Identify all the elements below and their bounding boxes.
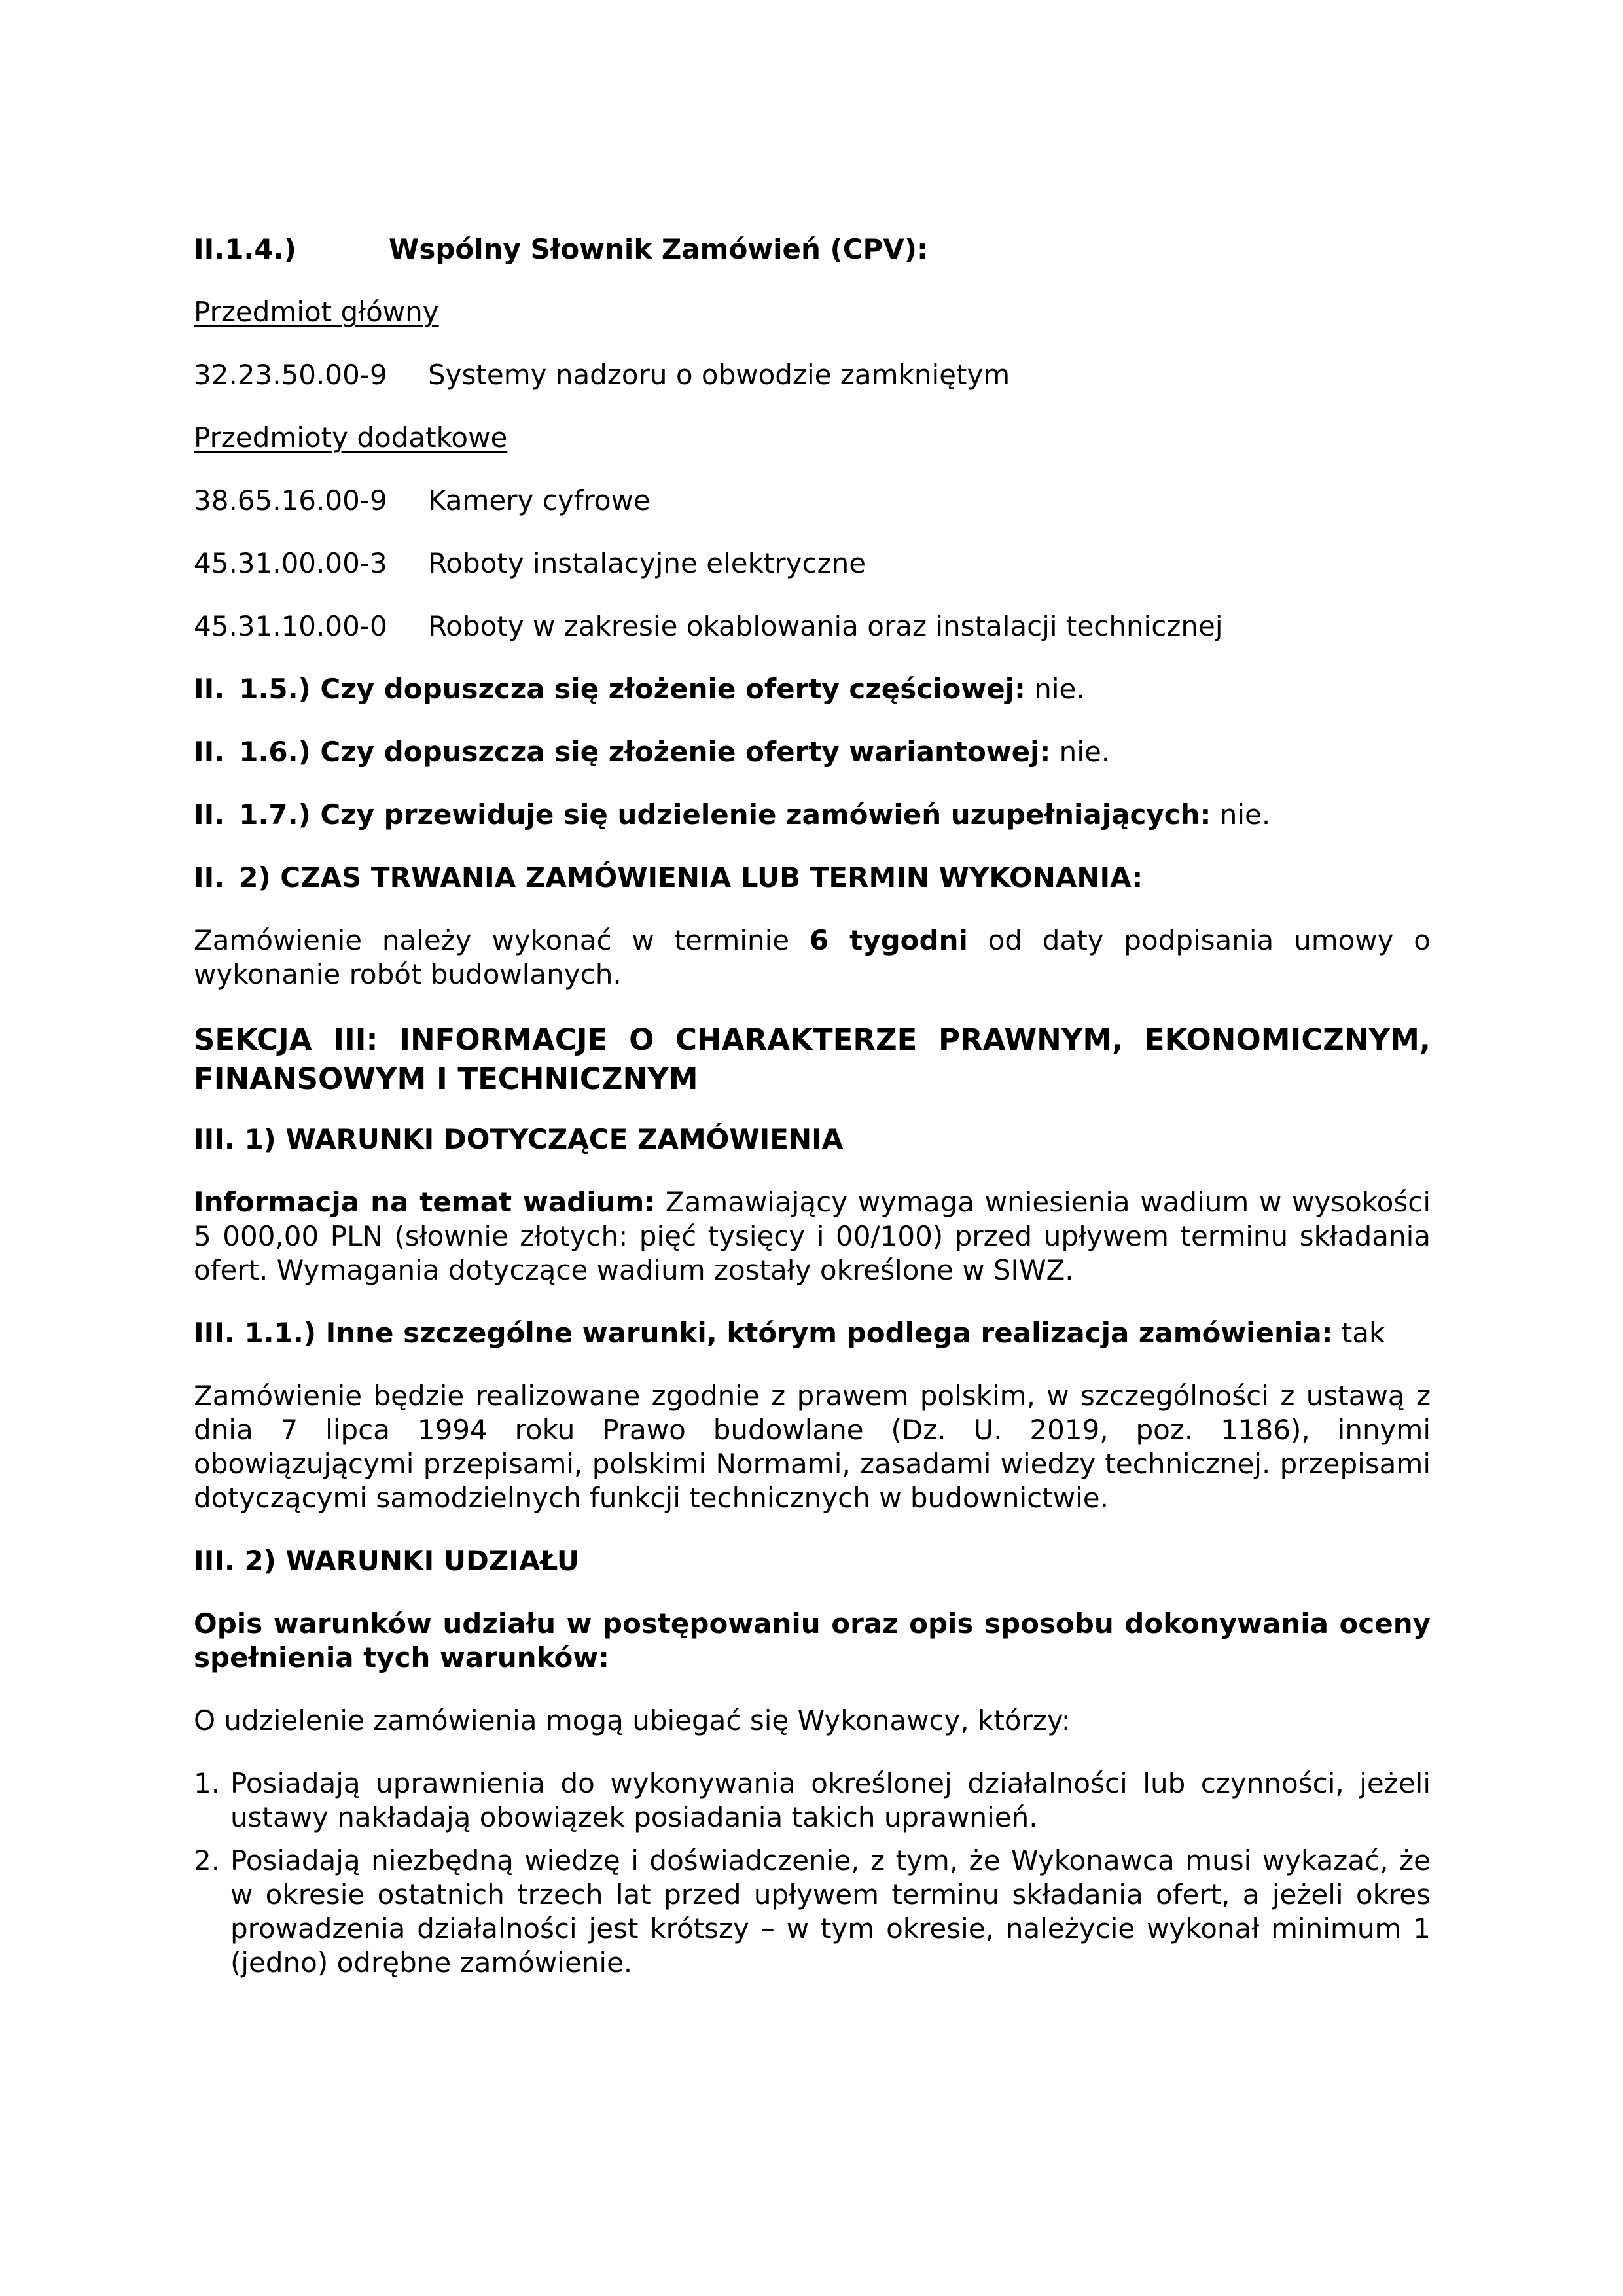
question-label: 1.5.) Czy dopuszcza się złożenie oferty częściowej: <box>239 673 1026 705</box>
cpv-name: Systemy nadzoru o obwodzie zamkniętym <box>428 359 1010 391</box>
cpv-name: Roboty w zakresie okablowania oraz instalacji technicznej <box>428 610 1223 642</box>
list-item-text: Posiadają uprawnienia do wykonywania określonej działalności lub czynności, jeżeli ustawy nakładają obowiązek posiadania takich uprawnień. <box>230 1767 1431 1833</box>
participation-subtitle: Opis warunków udziału w postępowaniu oraz opis sposobu dokonywania oceny spełnienia tych warunków: <box>194 1607 1431 1674</box>
duration-value: 6 tygodni <box>809 924 968 956</box>
cpv-name: Kamery cyfrowe <box>428 484 651 516</box>
supplementary-orders-question <box>194 798 1431 832</box>
question-label: 1.7.) Czy przewiduje się udzielenie zamówień uzupełniających: <box>239 798 1211 831</box>
order-conditions-heading: III. 1) WARUNKI DOTYCZĄCE ZAMÓWIENIA <box>194 1123 844 1155</box>
main-subject-label-row <box>194 295 1431 329</box>
question-answer: nie. <box>1211 798 1271 831</box>
cpv-row <box>194 547 1431 581</box>
section-title: Wspólny Słownik Zamówień (CPV): <box>389 233 928 265</box>
duration-text: Zamówienie należy wykonać w terminie <box>194 924 810 956</box>
additional-subjects-label-row <box>194 421 1431 455</box>
duration-text: od daty podpisania umowy o wykonanie robót budowlanych. <box>194 924 1431 990</box>
special-conditions-label: III. 1.1.) Inne szczególne warunki, którym podlega realizacja zamówienia: <box>194 1317 1333 1349</box>
participation-conditions-list <box>194 1767 1431 1980</box>
list-item <box>194 1844 1431 1980</box>
participation-intro: O udzielenie zamówienia mogą ubiegać się Wykonawcy, którzy: <box>194 1704 1071 1736</box>
additional-subjects-label: Przedmioty dodatkowe <box>194 422 508 454</box>
question-prefix: II. <box>194 736 225 768</box>
duration-heading <box>194 861 1431 895</box>
special-conditions-value: tak <box>1332 1317 1385 1349</box>
question-prefix: II. <box>194 673 225 705</box>
cpv-code: 38.65.16.00-9 <box>194 484 387 516</box>
partial-offer-question <box>194 672 1431 706</box>
cpv-row <box>194 484 1431 518</box>
duration-paragraph <box>194 924 1431 992</box>
list-item-number: 2. <box>194 1844 221 1876</box>
list-item-text: Posiadają niezbędną wiedzę i doświadczenie, z tym, że Wykonawca musi wykazać, że w okresie ostatnich trzech lat przed upływem terminu składania ofert, a jeżeli okres prowadzenia działalności jest krótszy – w tym okresie, należycie wykonał minimum 1 (jedno) odrębne zamówienie. <box>230 1844 1431 1979</box>
main-subject-label: Przedmiot główny <box>194 296 439 328</box>
cpv-row <box>194 609 1431 643</box>
wadium-label: Informacja na temat wadium: <box>194 1186 656 1218</box>
question-prefix: II. <box>194 798 225 831</box>
question-answer: nie. <box>1025 673 1085 705</box>
cpv-code: 32.23.50.00-9 <box>194 359 387 391</box>
list-item-number: 1. <box>194 1767 221 1799</box>
cpv-code: 45.31.10.00-0 <box>194 610 387 642</box>
document-page <box>194 232 1431 1989</box>
section-iii-heading: SEKCJA III: INFORMACJE O CHARAKTERZE PRAWNYM, EKONOMICZNYM, FINANSOWYM I TECHNICZNYM <box>194 1022 1431 1096</box>
question-label: 1.6.) Czy dopuszcza się złożenie oferty wariantowej: <box>239 736 1051 768</box>
cpv-code: 45.31.00.00-3 <box>194 547 387 579</box>
heading-prefix: II. <box>194 861 225 893</box>
heading-title: 2) CZAS TRWANIA ZAMÓWIENIA LUB TERMIN WYKONANIA: <box>239 861 1143 893</box>
section-heading-cpv <box>194 232 1431 266</box>
special-conditions-paragraph: Zamówienie będzie realizowane zgodnie z prawem polskim, w szczególności z ustawą z dnia 7 lipca 1994 roku Prawo budowlane (Dz. U. 2019, poz. 1186), innymi obowiązującymi przepisami, polskimi Normami, zasadami wiedzy technicznej. przepisami dotyczącymi samodzielnych funkcji technicznych w budownictwie. <box>194 1380 1431 1514</box>
participation-heading: III. 2) WARUNKI UDZIAŁU <box>194 1545 579 1577</box>
cpv-name: Roboty instalacyjne elektryczne <box>428 547 866 579</box>
wadium-paragraph <box>194 1185 1431 1287</box>
list-item <box>194 1767 1431 1835</box>
question-answer: nie. <box>1050 736 1111 768</box>
cpv-row-main <box>194 358 1431 392</box>
variant-offer-question <box>194 735 1431 769</box>
section-number: II.1.4.) <box>194 233 296 265</box>
special-conditions-heading <box>194 1316 1431 1350</box>
wadium-text: Zamawiający wymaga wniesienia wadium w wysokości 5 000,00 PLN (słownie złotych: pięć tysięcy i 00/100) przed upływem terminu składania ofert. Wymagania dotyczące wadium zostały określone w SIWZ. <box>194 1186 1431 1286</box>
